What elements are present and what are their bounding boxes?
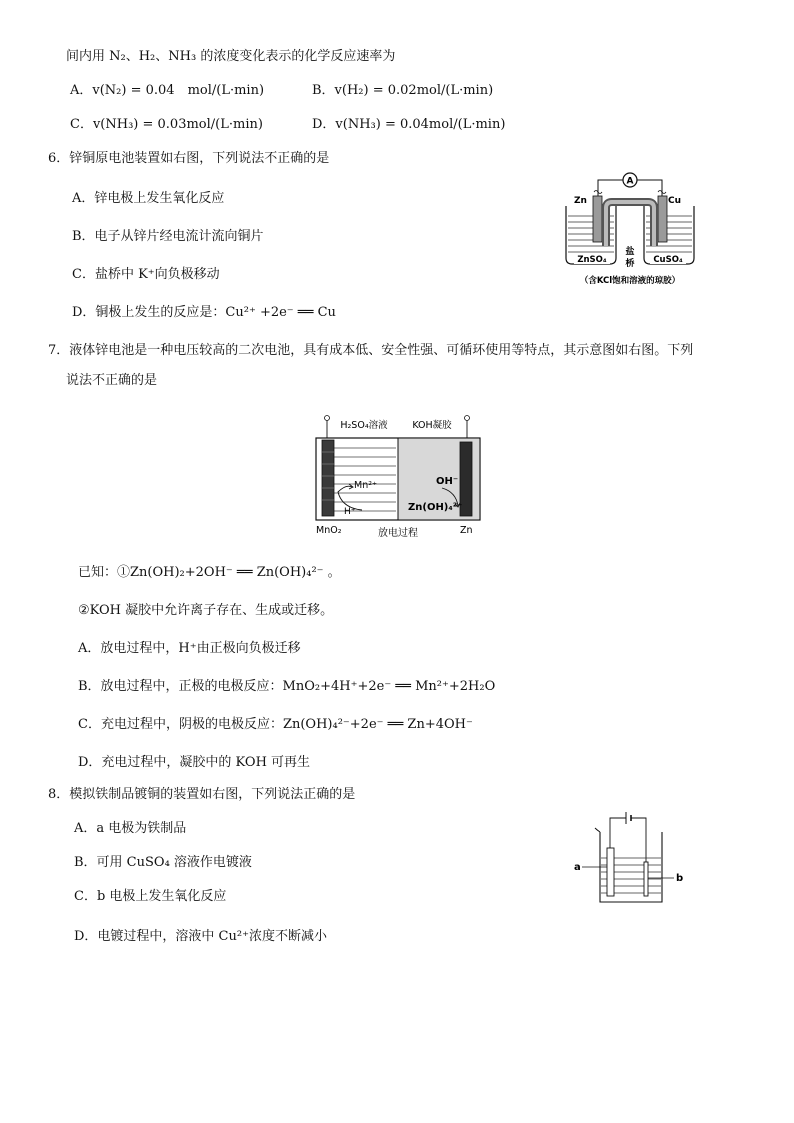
q6-option-d: D．铜极上发生的反应是：Cu²⁺ +2e⁻ ══ Cu [72, 305, 336, 320]
q7-option-d: D．充电过程中，凝胶中的 KOH 可再生 [78, 755, 311, 770]
q6-option-c: C．盐桥中 K⁺向负极移动 [72, 267, 220, 282]
bridge-label-1: 盐 [625, 247, 635, 257]
discharge-caption: 放电过程 [378, 528, 418, 539]
zinc-copper-cell-figure [560, 170, 700, 290]
electrode-a-label: a [574, 862, 581, 873]
q6-option-a: A．锌电极上发生氧化反应 [72, 191, 225, 206]
q7-stem-line2: 说法不正确的是 [66, 373, 158, 388]
koh-gel-label: KOH凝胶 [412, 420, 452, 431]
meter-label: A [626, 176, 634, 187]
q7-option-b: B．放电过程中，正极的电极反应：MnO₂+4H⁺+2e⁻ ══ Mn²⁺+2H₂O [78, 679, 496, 694]
q8-option-b: B．可用 CuSO₄ 溶液作电镀液 [74, 855, 252, 870]
oh-ion-label: OH⁻ [436, 476, 459, 487]
cuso4-label: CuSO₄ [653, 255, 683, 265]
electroplating-figure [570, 810, 690, 910]
q7-stem-line1: 7．液体锌电池是一种电压较高的二次电池，具有成本低、安全性强、可循环使用等特点，其示意图如右图。下列 [48, 343, 694, 358]
q8-stem: 8．模拟铁制品镀铜的装置如右图，下列说法正确的是 [48, 787, 356, 802]
electrode-b-label: b [676, 873, 684, 884]
zn-oh4-ion-label: Zn(OH)₄²⁻ [408, 502, 463, 513]
q5-option-d: D．v(NH₃) = 0.04mol/(L·min) [312, 117, 506, 132]
intro-line: 间内用 N₂、H₂、NH₃ 的浓度变化表示的化学反应速率为 [66, 49, 396, 64]
zn-electrode-label: Zn [460, 525, 473, 536]
q8-option-c: C．b 电极上发生氧化反应 [74, 889, 227, 904]
znso4-label: ZnSO₄ [577, 255, 607, 265]
q7-known-1: 已知：①Zn(OH)₂+2OH⁻ ══ Zn(OH)₄²⁻ 。 [78, 565, 341, 580]
q6-stem: 6．锌铜原电池装置如右图，下列说法不正确的是 [48, 151, 330, 166]
cu-label: Cu [668, 196, 682, 206]
zn-label: Zn [574, 196, 587, 206]
q8-option-d: D．电镀过程中，溶液中 Cu²⁺浓度不断减小 [74, 929, 327, 944]
q7-option-c: C．充电过程中，阴极的电极反应：Zn(OH)₄²⁻+2e⁻ ══ Zn+4OH⁻ [78, 717, 473, 732]
q8-option-a: A．a 电极为铁制品 [74, 821, 187, 836]
h2so4-solution-label: H₂SO₄溶液 [340, 420, 388, 431]
mn2-ion-label: Mn²⁺ [354, 480, 378, 491]
q5-option-a: A．v(N₂) = 0.04 mol/(L·min) [70, 83, 265, 98]
bridge-label-2: 桥 [625, 259, 635, 269]
mno2-label: MnO₂ [316, 525, 342, 536]
salt-bridge-caption: （含KCl饱和溶液的琼胶） [579, 276, 681, 286]
q6-option-b: B．电子从锌片经电流计流向铜片 [72, 229, 264, 244]
q5-option-c: C．v(NH₃) = 0.03mol/(L·min) [70, 117, 263, 132]
liquid-zinc-battery-figure [312, 412, 488, 544]
h-ion-label: H⁺ [344, 507, 356, 517]
q7-known-2: ②KOH 凝胶中允许离子存在、生成或迁移。 [78, 603, 334, 618]
q5-option-b: B．v(H₂) = 0.02mol/(L·min) [312, 83, 494, 98]
q7-option-a: A．放电过程中，H⁺由正极向负极迁移 [78, 641, 301, 656]
